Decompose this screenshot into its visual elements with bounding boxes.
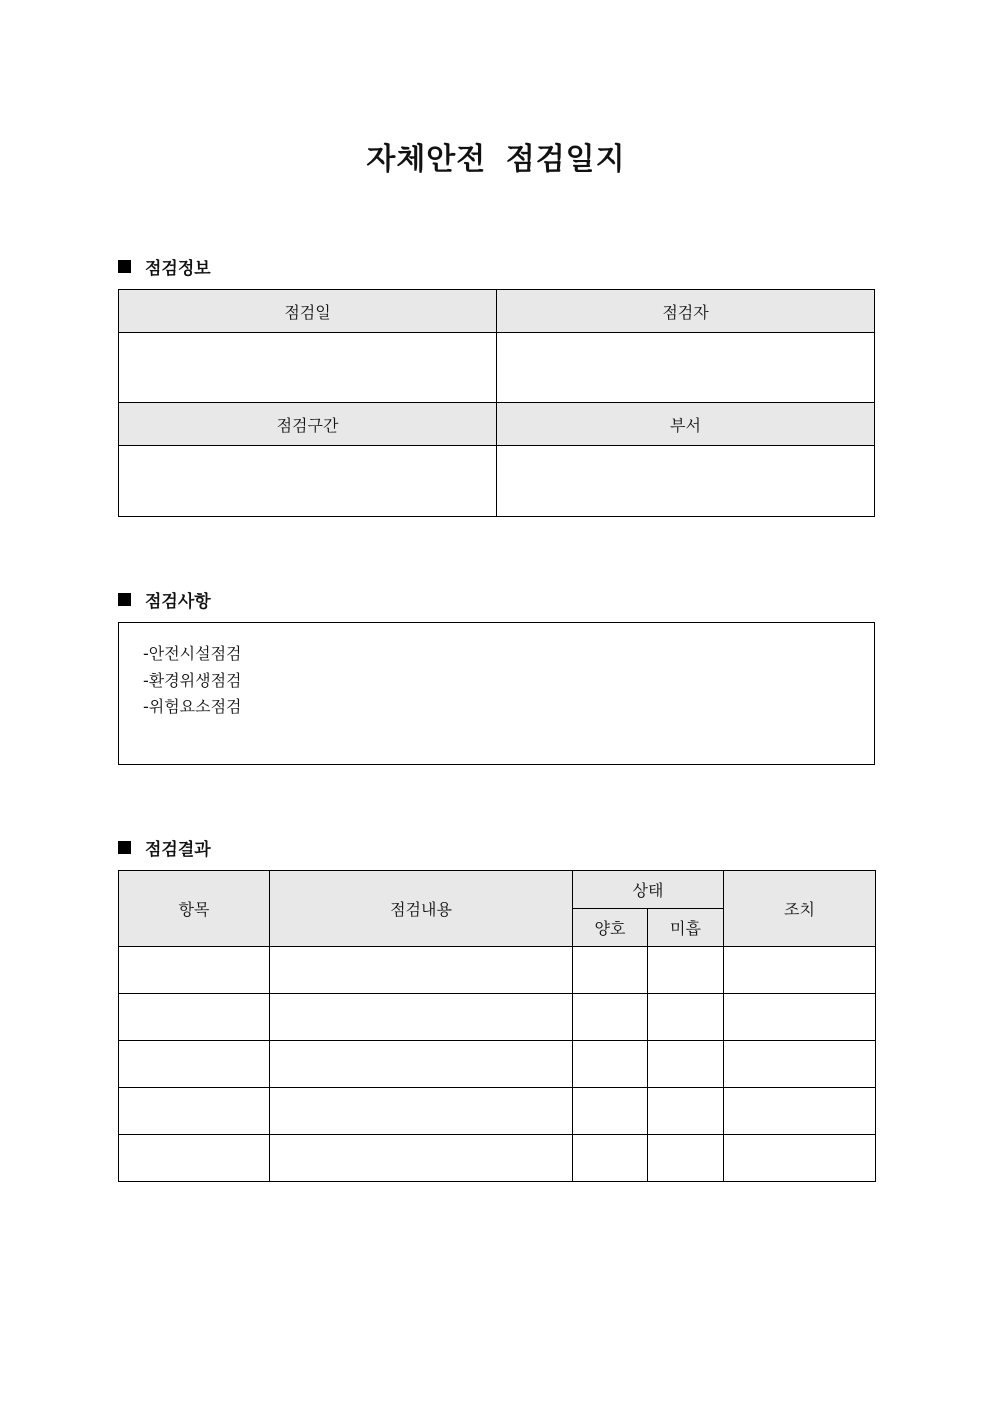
inspection-items-box	[118, 622, 875, 765]
cell-good[interactable]	[573, 994, 648, 1041]
table-row	[119, 994, 876, 1041]
cell-content[interactable]	[270, 994, 573, 1041]
cell-content[interactable]	[270, 1041, 573, 1088]
section-heading-items-label: 점검사항	[145, 592, 211, 612]
info-label-date: 점검일	[119, 290, 497, 333]
info-value-inspector[interactable]	[497, 333, 875, 403]
cell-item[interactable]	[119, 947, 270, 994]
info-label-section: 점검구간	[119, 403, 497, 446]
table-row	[119, 1135, 876, 1182]
section-heading-info	[118, 254, 211, 279]
cell-item[interactable]	[119, 1135, 270, 1182]
inspection-item: -안전시설점검	[143, 644, 242, 663]
cell-poor[interactable]	[648, 1088, 724, 1135]
cell-good[interactable]	[573, 1088, 648, 1135]
info-value-date[interactable]	[119, 333, 497, 403]
cell-good[interactable]	[573, 947, 648, 994]
col-header-status: 상태	[573, 871, 724, 909]
black-square-icon	[118, 841, 131, 854]
cell-action[interactable]	[724, 1135, 876, 1182]
info-value-department[interactable]	[497, 446, 875, 517]
info-label-department: 부서	[497, 403, 875, 446]
black-square-icon	[118, 593, 131, 606]
info-label-inspector: 점검자	[497, 290, 875, 333]
cell-content[interactable]	[270, 947, 573, 994]
table-row	[119, 1041, 876, 1088]
cell-good[interactable]	[573, 1041, 648, 1088]
col-header-item: 항목	[119, 871, 270, 947]
section-heading-items	[118, 587, 211, 612]
table-row	[119, 1088, 876, 1135]
cell-poor[interactable]	[648, 1135, 724, 1182]
col-header-action: 조치	[724, 871, 876, 947]
cell-action[interactable]	[724, 994, 876, 1041]
table-row	[119, 947, 876, 994]
inspection-items-list	[119, 623, 874, 721]
black-square-icon	[118, 260, 131, 273]
info-table	[118, 289, 875, 517]
cell-content[interactable]	[270, 1135, 573, 1182]
section-heading-results-label: 점검결과	[145, 840, 211, 860]
cell-content[interactable]	[270, 1088, 573, 1135]
cell-action[interactable]	[724, 1041, 876, 1088]
cell-action[interactable]	[724, 1088, 876, 1135]
col-header-poor: 미흡	[648, 909, 724, 947]
info-value-section[interactable]	[119, 446, 497, 517]
cell-item[interactable]	[119, 994, 270, 1041]
cell-action[interactable]	[724, 947, 876, 994]
inspection-item: -환경위생점검	[143, 670, 242, 690]
cell-poor[interactable]	[648, 994, 724, 1041]
col-header-content: 점검내용	[270, 871, 573, 947]
cell-item[interactable]	[119, 1041, 270, 1088]
section-heading-info-label: 점검정보	[145, 259, 211, 279]
cell-item[interactable]	[119, 1088, 270, 1135]
results-table	[118, 870, 876, 1182]
inspection-item: -위험요소점검	[143, 697, 242, 716]
cell-poor[interactable]	[648, 1041, 724, 1088]
col-header-good: 양호	[573, 909, 648, 947]
section-heading-results	[118, 835, 211, 860]
cell-good[interactable]	[573, 1135, 648, 1182]
cell-poor[interactable]	[648, 947, 724, 994]
document-title: 자체안전 점검일지	[366, 142, 626, 177]
